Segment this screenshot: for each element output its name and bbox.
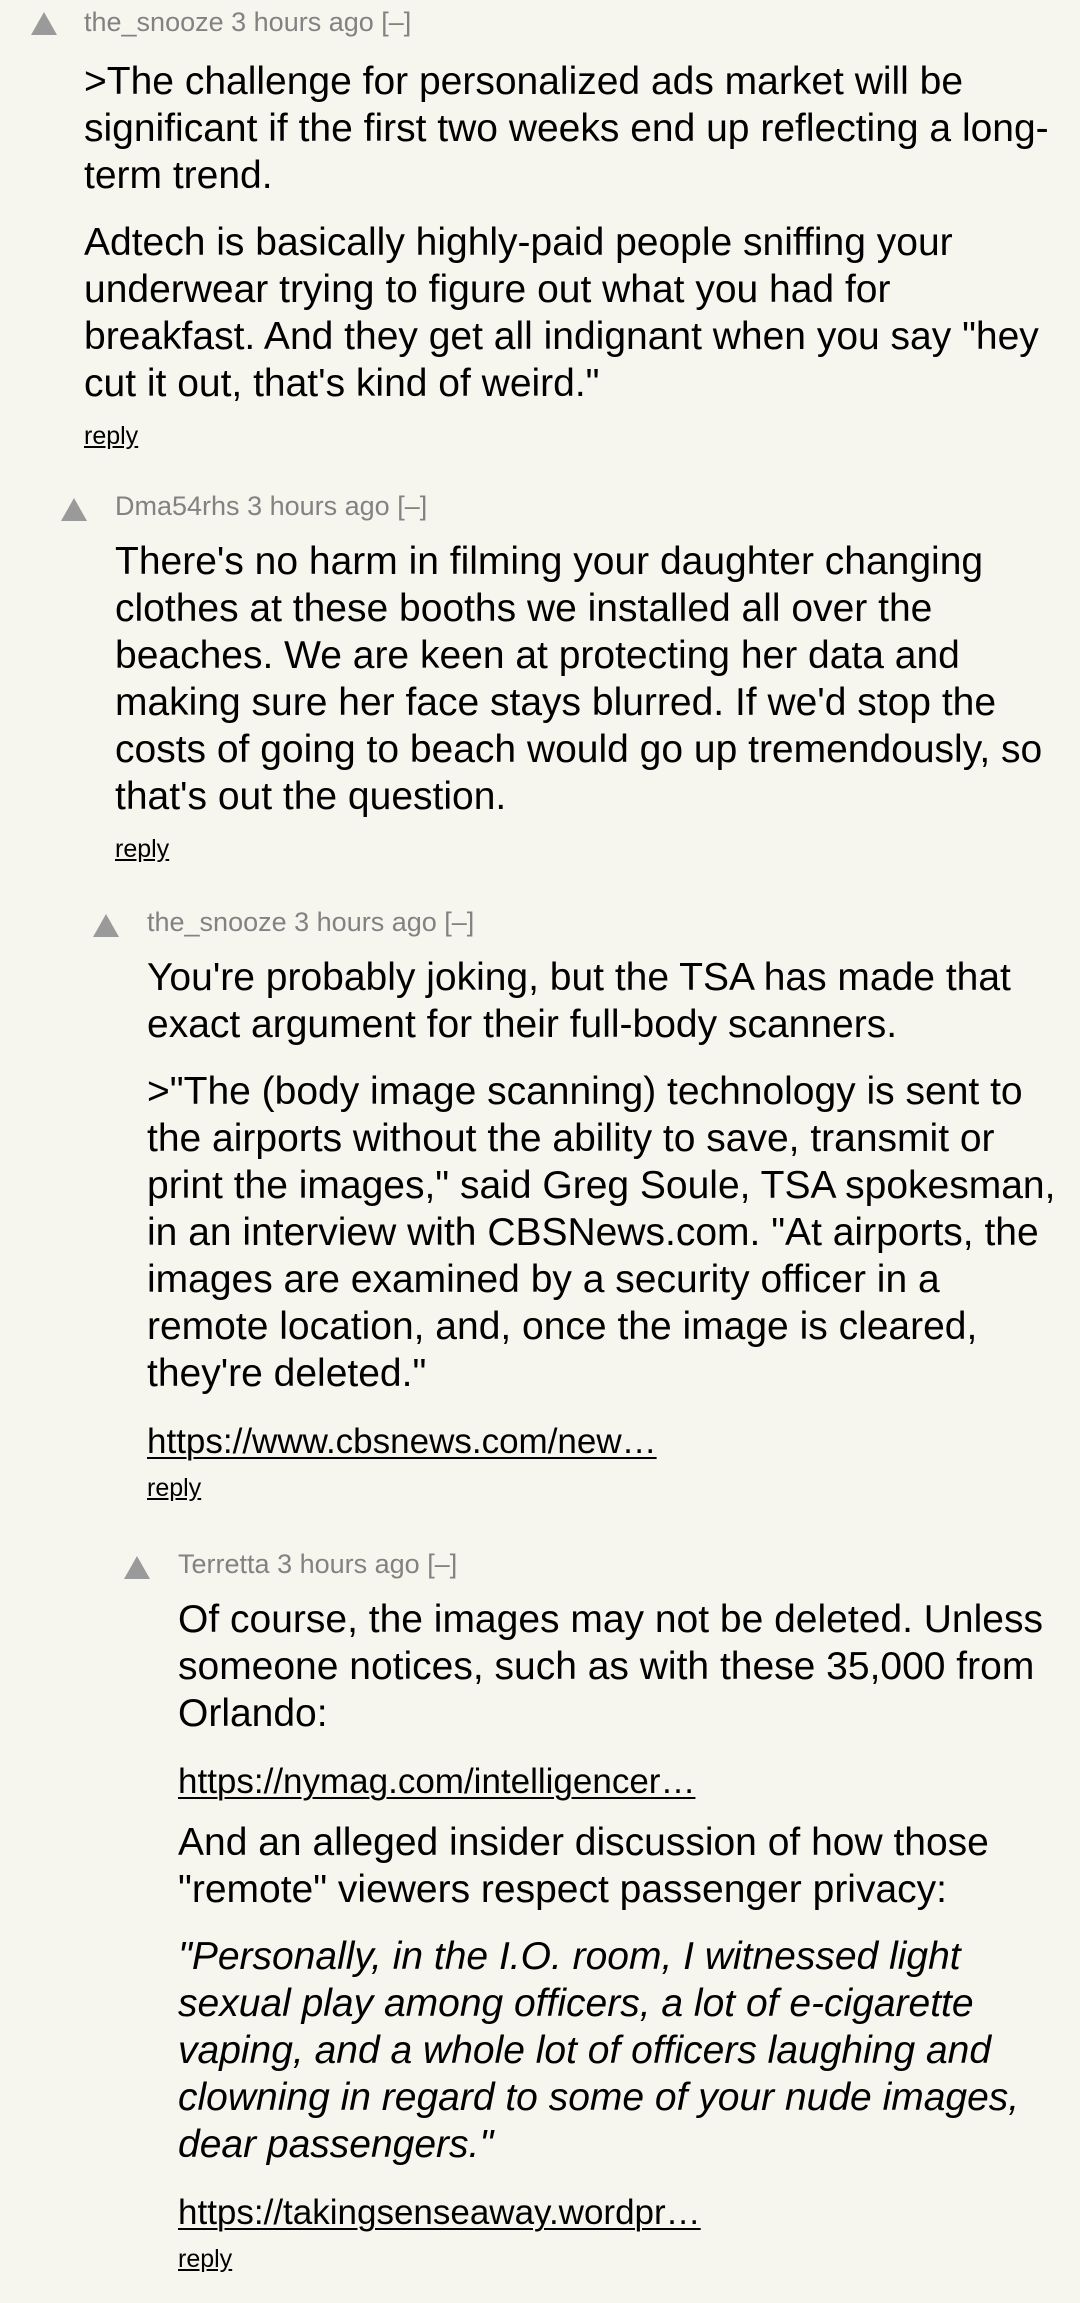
- comment: [0, 0, 1080, 486]
- comment-text: [84, 42, 1056, 407]
- comment-age[interactable]: 3 hours ago: [231, 7, 374, 37]
- collapse-toggle[interactable]: [–]: [381, 7, 412, 37]
- upvote-arrow-icon[interactable]: [93, 914, 119, 937]
- comment-paragraph: Of course, the images may not be deleted. Unless someone notices, such as with these 35,000 from Orlando:: [178, 1598, 1043, 1735]
- comment: [0, 1544, 1080, 2292]
- comment-username[interactable]: Dma54rhs: [115, 491, 240, 521]
- comment-header: [147, 902, 1064, 942]
- comment-text: [178, 1584, 1066, 2236]
- comment-link[interactable]: https://takingsenseaway.wordpr…: [178, 2193, 701, 2232]
- comment: [0, 902, 1080, 1544]
- comment-age[interactable]: 3 hours ago: [294, 907, 437, 937]
- comment-username[interactable]: the_snooze: [147, 907, 287, 937]
- comment-header: [84, 2, 1056, 42]
- comment-username[interactable]: Terretta: [178, 1549, 270, 1579]
- upvote-arrow-icon[interactable]: [124, 1556, 150, 1579]
- comment-paragraph: There's no harm in filming your daughter changing clothes at these booths we installed all over the beaches. We are keen at protecting her data and making sure her face stays blurred. If we'd stop the costs of going to beach would go up tremendously, so that's out the question.: [115, 540, 1043, 818]
- reply-link[interactable]: reply: [84, 422, 139, 450]
- comment-paragraph: You're probably joking, but the TSA has made that exact argument for their full-body scanners.: [147, 956, 1011, 1046]
- comment-link[interactable]: https://nymag.com/intelligencer…: [178, 1762, 696, 1801]
- comment-paragraph: Adtech is basically highly-paid people sniffing your underwear trying to figure out what you had for breakfast. And they get all indignant when you say "hey cut it out, that's kind of weird.": [84, 221, 1039, 405]
- comment-text: [147, 942, 1064, 1465]
- collapse-toggle[interactable]: [–]: [427, 1549, 458, 1579]
- comment-paragraph: >"The (body image scanning) technology is sent to the airports without the ability to save, transmit or print the images," said Greg Soule, TSA spokesman, in an interview with CBSNews.com. "At airports, the images are examined by a security officer in a remote location, and, once the image is cleared, they're deleted.": [147, 1070, 1056, 1395]
- collapse-toggle[interactable]: [–]: [444, 907, 475, 937]
- comment-paragraph: >The challenge for personalized ads market will be significant if the first two weeks end up reflecting a long-term trend.: [84, 60, 1049, 197]
- comment-header: [178, 1544, 1066, 1584]
- reply-link[interactable]: reply: [178, 2245, 233, 2273]
- upvote-arrow-icon[interactable]: [31, 12, 57, 35]
- reply-link[interactable]: reply: [115, 835, 170, 863]
- comment-age[interactable]: 3 hours ago: [247, 491, 390, 521]
- comment: [0, 486, 1080, 902]
- comment-username[interactable]: the_snooze: [84, 7, 224, 37]
- upvote-arrow-icon[interactable]: [61, 498, 87, 521]
- comment-header: [115, 486, 1056, 526]
- collapse-toggle[interactable]: [–]: [397, 491, 428, 521]
- comment-text: [115, 526, 1056, 820]
- comment-link[interactable]: https://www.cbsnews.com/new…: [147, 1422, 657, 1461]
- reply-link[interactable]: reply: [147, 1474, 202, 1502]
- comment-quote: "Personally, in the I.O. room, I witnessed light sexual play among officers, a lot of e-cigarette vaping, and a whole lot of officers laughing and clowning in regard to some of your nude images, dear passengers.": [178, 1935, 1020, 2166]
- comment-age[interactable]: 3 hours ago: [277, 1549, 420, 1579]
- comment-paragraph: And an alleged insider discussion of how those "remote" viewers respect passenger privacy:: [178, 1821, 989, 1911]
